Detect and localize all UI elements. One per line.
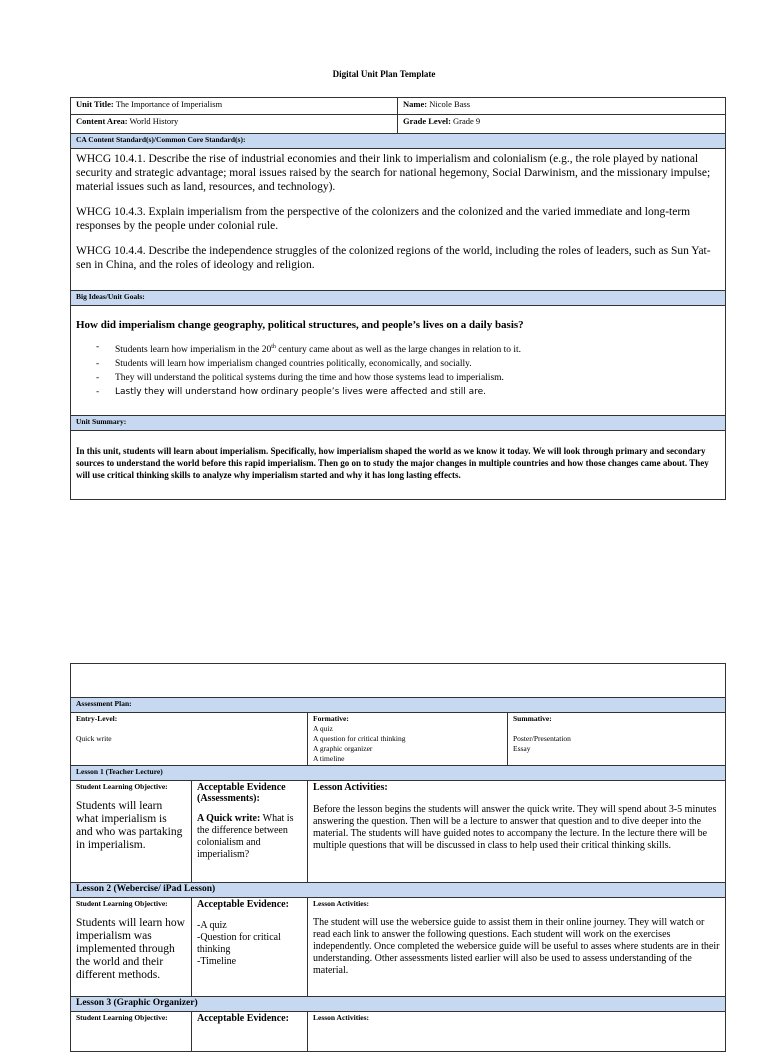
lesson2-slo-text: Students will learn how imperialism was implemented through the world and their different methods. (76, 917, 185, 981)
essential-question: How did imperialism change geography, political structures, and people’s lives on a daily basis? (76, 319, 524, 331)
lesson1-activities-cell (308, 781, 726, 883)
lesson3-slo-cell (71, 1012, 192, 1052)
document-title: Digital Unit Plan Template (332, 69, 436, 79)
entry-level-item: Quick write (76, 734, 112, 743)
summative-item: Essay (513, 744, 531, 753)
lesson1-header: Lesson 1 (Teacher Lecture) (71, 766, 726, 781)
lesson3-header: Lesson 3 (Graphic Organizer) (71, 997, 726, 1012)
entry-level-cell (71, 713, 308, 766)
lesson1-activities-label: Lesson Activities: (313, 782, 388, 793)
unit-title-value: The Importance of Imperialism (115, 99, 223, 109)
lesson2-slo-cell (71, 898, 192, 997)
lesson2-activities-label: Lesson Activities: (313, 899, 370, 908)
goal-item: - Lastly they will understand how ordinary people’s lives were affected and still are. (96, 385, 720, 399)
content-area-value: World History (129, 116, 179, 126)
grade-level-value: Grade 9 (453, 116, 481, 126)
standards-body (71, 149, 726, 291)
standard-item: WHCG 10.4.4. Describe the independence struggles of the colonized regions of the world, including the roles of leaders, such as Sun Yat-sen in China, and the roles of ideology and religion. (76, 245, 711, 271)
lesson2-header: Lesson 2 (Webercise/ iPad Lesson) (71, 883, 726, 898)
standards-header: CA Content Standard(s)/Common Core Standard(s): (71, 134, 726, 149)
goals-list (76, 340, 720, 399)
lesson2-evidence-cell (192, 898, 308, 997)
unit-title-label: Unit Title: (76, 99, 114, 109)
unit-summary-header: Unit Summary: (71, 416, 726, 431)
lesson1-slo-text: Students will learn what imperialism is and who was partaking in imperialism. (76, 800, 183, 851)
lesson1-slo-label: Student Learning Objective: (76, 782, 168, 791)
lesson2-evidence-list (197, 920, 302, 968)
goal-item: - They will understand the political systems during the time and how those systems lead to imperialism. (96, 371, 720, 385)
entry-level-label: Entry-Level: (76, 714, 118, 723)
assessment-plan-header: Assessment Plan: (71, 698, 726, 713)
formative-item: A quiz (313, 724, 333, 733)
lesson3-slo-label: Student Learning Objective: (76, 1013, 168, 1022)
evidence-item: -Question for critical thinking (197, 932, 281, 955)
lesson3-evidence-label: Acceptable Evidence: (197, 1013, 289, 1024)
content-area-label: Content Area: (76, 116, 128, 126)
content-area-cell (71, 115, 398, 134)
formative-item: A question for critical thinking (313, 734, 406, 743)
formative-item: A timeline (313, 754, 345, 763)
goal-item: - Students learn how imperialism in the 20th century came about as well as the large changes in relation to it. (96, 340, 720, 357)
evidence-item: -Timeline (197, 956, 237, 967)
grade-level-label: Grade Level: (403, 116, 451, 126)
lesson3-evidence-cell (192, 1012, 308, 1052)
name-value: Nicole Bass (429, 99, 471, 109)
summative-label: Summative: (513, 714, 552, 723)
lesson3-activities-label: Lesson Activities: (313, 1013, 370, 1022)
evidence-item: -A quiz (197, 920, 227, 931)
summative-item: Poster/Presentation (513, 734, 571, 743)
big-ideas-body (71, 306, 726, 416)
lesson2-slo-label: Student Learning Objective: (76, 899, 168, 908)
big-ideas-header: Big Ideas/Unit Goals: (71, 291, 726, 306)
lesson-plan-table (70, 663, 726, 1052)
formative-cell (308, 713, 508, 766)
name-cell (398, 98, 726, 115)
unit-info-table (70, 97, 726, 500)
lesson2-activities-text: The student will use the webersice guide to assist them in their online journey. They will watch or read each link to answer the following questions. Each student will work on the exercises independently. Once completed the webersice guide will be useful to asses where students are in their understanding. Other assessments listed earlier will also be used to assess understanding of the material. (313, 917, 720, 976)
goal-item: - Students will learn how imperialism changed countries politically, economically, and socially. (96, 357, 720, 371)
lesson1-evidence-text: A Quick write: What is the difference between colonialism and imperialism? (197, 813, 294, 860)
formative-item: A graphic organizer (313, 744, 373, 753)
lesson2-activities-cell (308, 898, 726, 997)
standard-item: WHCG 10.4.1. Describe the rise of industrial economies and their link to imperialism and colonialism (e.g., the role played by national security and strategic advantage; moral issues raised by the search for national hegemony, Social Darwinism, and the missionary impulse; material issues such as land, resources, and technology). (76, 153, 711, 193)
lesson1-evidence-label: Acceptable Evidence (Assessments): (197, 782, 286, 804)
summative-cell (508, 713, 726, 766)
name-label: Name: (403, 99, 428, 109)
unit-summary-body: In this unit, students will learn about imperialism. Specifically, how imperialism shaped the world as we know it today. We will look through primary and secondary sources to understand the world before this rapid imperialism. Then go on to study the major changes in multiple countries and how those changes came about. They will use critical thinking skills to analyze why imperialism started and why it has long lasting effects. (71, 431, 726, 500)
grade-level-cell (398, 115, 726, 134)
lesson2-evidence-label: Acceptable Evidence: (197, 899, 289, 910)
formative-label: Formative: (313, 714, 349, 723)
standard-item: WHCG 10.4.3. Explain imperialism from the perspective of the colonizers and the colonized and the varied immediate and long-term responses by the people under colonial rule. (76, 206, 691, 232)
lesson1-activities-text: Before the lesson begins the students will answer the quick write. They will spend about 3-5 minutes answering the question. Then will be a lecture to answer that question and to dive deeper into the material. The students will have guided notes to accompany the lecture. In the lecture there will be multiple questions that will be discussed in class to help used their critical thinking skills. (313, 804, 717, 851)
lesson3-activities-cell (308, 1012, 726, 1052)
lesson1-evidence-cell (192, 781, 308, 883)
unit-title-cell (71, 98, 398, 115)
lesson1-slo-cell (71, 781, 192, 883)
blank-header-row (71, 664, 726, 698)
